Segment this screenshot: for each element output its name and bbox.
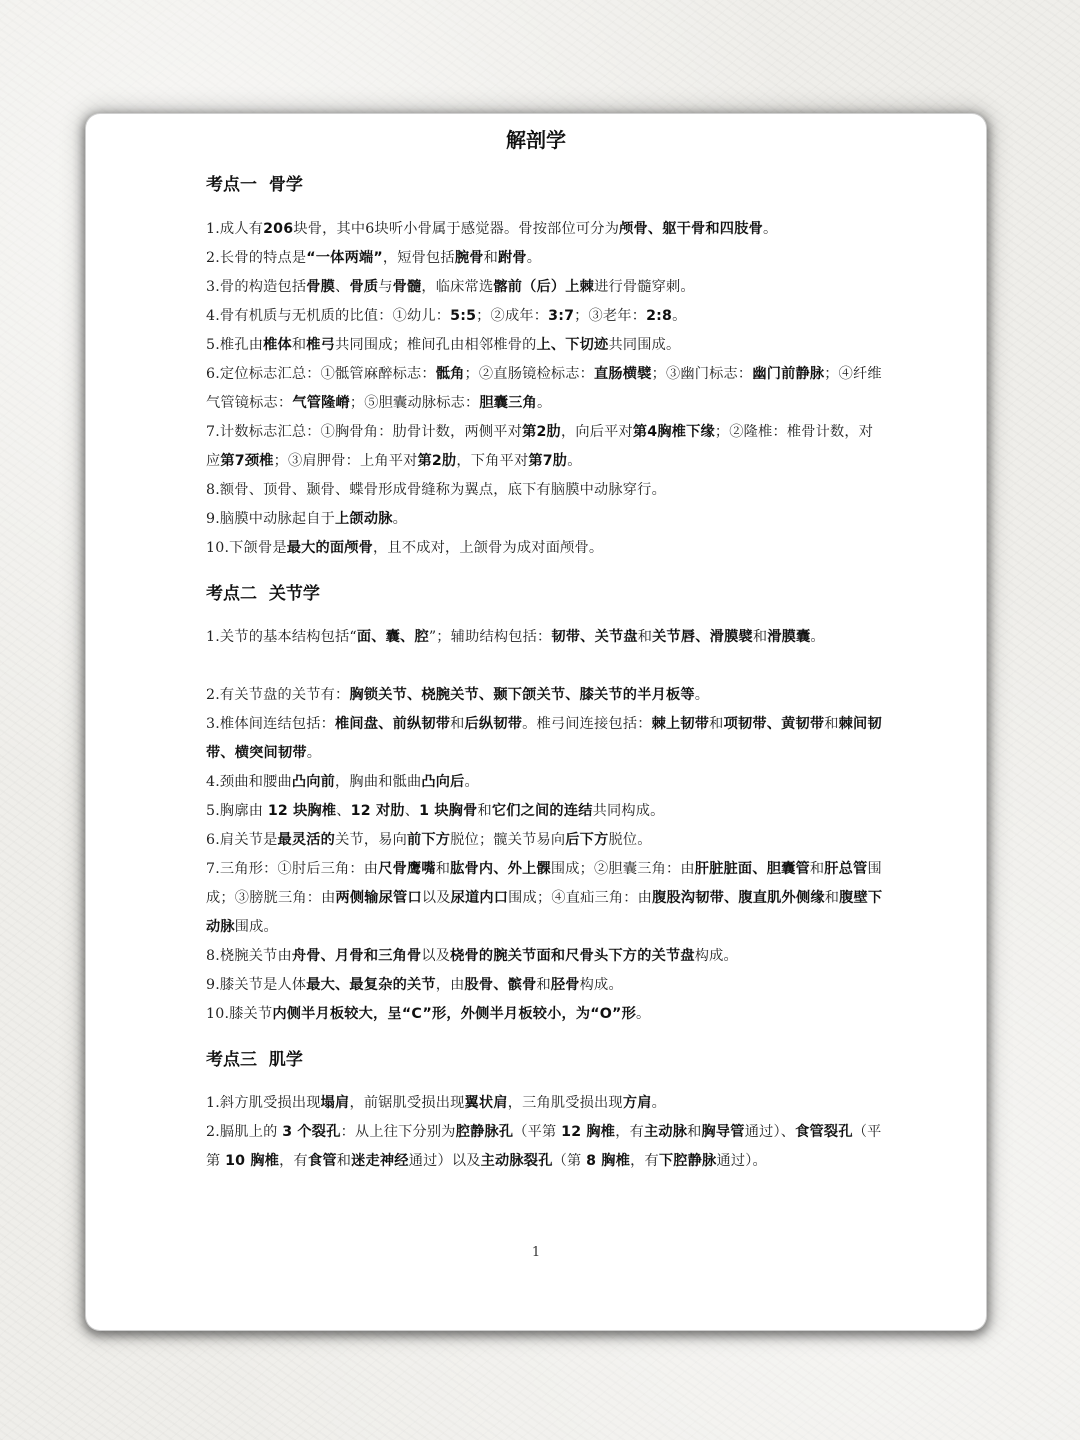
- text-run: ；③幽门标志：: [651, 366, 753, 382]
- text-run: ，有: [630, 1153, 659, 1169]
- bold-term: 3:7: [548, 308, 575, 324]
- bold-term: 气管隆嵴: [292, 395, 350, 411]
- text-run: 围成；②胆囊三角：由: [550, 861, 695, 877]
- list-item: [206, 942, 886, 971]
- text-run: 和: [536, 977, 551, 993]
- bold-term: 上颌动脉: [335, 511, 393, 527]
- bold-term: 腹股沟韧带、腹直肌外侧缘: [652, 890, 825, 906]
- bold-term: 206: [263, 221, 294, 237]
- bold-term: 10 胸椎: [225, 1153, 280, 1169]
- list-item: [206, 302, 886, 331]
- bold-term: 8 胸椎: [586, 1153, 631, 1169]
- section-heading-joints: 考点二 关节学: [206, 584, 320, 604]
- text-run: ，下角平对: [456, 453, 529, 469]
- bold-term: 1 块胸骨: [419, 803, 478, 819]
- list-item: [206, 1089, 886, 1118]
- text-run: ，有: [279, 1153, 308, 1169]
- text-run: 和: [435, 861, 451, 877]
- bold-term: 椎体: [263, 337, 292, 353]
- list-item: [206, 855, 886, 942]
- text-run: 。: [672, 308, 687, 324]
- bold-term: 两侧输尿管口: [335, 890, 422, 906]
- text-run: ，前锯肌受损出现: [349, 1095, 465, 1111]
- text-run: 、: [336, 803, 351, 819]
- text-run: ；②直肠镜检标志：: [464, 366, 595, 382]
- text-run: 1.斜方肌受损出现: [206, 1095, 321, 1111]
- text-run: ；③老年：: [574, 308, 647, 324]
- bold-term: 迷走神经: [351, 1153, 409, 1169]
- text-run: 通过）、: [744, 1124, 796, 1140]
- list-item: [206, 710, 886, 768]
- text-run: 4.颈曲和腰曲: [206, 774, 292, 790]
- text-run: 和: [809, 861, 825, 877]
- text-run: ；③肩胛骨：上角平对: [273, 453, 418, 469]
- text-run: 围成；④直疝三角：由: [508, 890, 653, 906]
- list-item: [206, 331, 886, 360]
- text-run: 共同围成。: [608, 337, 681, 353]
- text-run: 10.膝关节: [206, 1006, 273, 1022]
- bold-term: 胸锁关节、桡腕关节、颞下颌关节、膝关节的半月板等: [349, 687, 695, 703]
- text-run: 5.胸廓由: [206, 803, 268, 819]
- text-run: 和: [483, 250, 498, 266]
- text-run: 脱位。: [608, 832, 652, 848]
- text-run: 9.脑膜中动脉起自于: [206, 511, 336, 527]
- text-run: 和: [637, 629, 653, 645]
- section-heading-muscles: 考点三 肌学: [206, 1050, 303, 1070]
- list-item: [206, 360, 886, 418]
- text-run: 。: [536, 395, 552, 411]
- text-run: 3.骨的构造包括: [206, 279, 307, 295]
- text-run: 和: [450, 716, 465, 732]
- text-run: 与: [378, 279, 393, 295]
- text-run: ；②成年：: [476, 308, 549, 324]
- bold-term: 骨质: [349, 279, 379, 295]
- text-run: 共同围成；椎间孔由相邻椎骨的: [335, 337, 537, 353]
- bold-term: 塌肩: [320, 1095, 350, 1111]
- text-run: ；⑤胆囊动脉标志：: [349, 395, 480, 411]
- bold-term: 翼状肩: [464, 1095, 508, 1111]
- bold-term: 前下方: [407, 832, 451, 848]
- bold-term: 腕骨: [454, 250, 484, 266]
- bold-term: 最灵活的: [277, 832, 336, 848]
- text-run: 。: [651, 1095, 666, 1111]
- text-run: 以及: [421, 948, 451, 964]
- text-run: ，向后平对: [560, 424, 633, 440]
- bold-term: 棘上韧带: [651, 716, 710, 732]
- bold-term: 颅骨、躯干骨和四肢骨: [619, 221, 763, 237]
- text-run: 3.椎体间连结包括：: [206, 716, 336, 732]
- bold-term: 最大、最复杂的关节: [306, 977, 436, 993]
- bold-term: 尿道内口: [450, 890, 509, 906]
- bold-term: 胸导管: [701, 1124, 745, 1140]
- bold-term: 骨膜: [306, 279, 336, 295]
- text-run: 。: [694, 687, 710, 703]
- bold-term: 骨髓: [392, 279, 422, 295]
- bold-term: 腹壁下动脉: [206, 890, 883, 935]
- bold-term: 尺骨鹰嘴: [378, 861, 436, 877]
- text-run: 2.膈肌上的: [206, 1124, 283, 1140]
- text-run: 和: [477, 803, 492, 819]
- bold-term: 腔静脉孔: [455, 1124, 514, 1140]
- bold-term: 方肩: [622, 1095, 652, 1111]
- bold-term: 3 个裂孔: [282, 1124, 341, 1140]
- text-run: 6.肩关节是: [206, 832, 278, 848]
- text-run: 4.骨有机质与无机质的比值：①幼儿：: [206, 308, 451, 324]
- text-run: 和: [824, 716, 839, 732]
- list-item: [206, 534, 886, 563]
- text-run: （平第: [206, 1124, 882, 1169]
- text-run: ”；辅助结构包括：: [428, 629, 552, 645]
- text-run: 8.额骨、顶骨、颞骨、蝶骨形成骨缝称为翼点，底下有脑膜中动脉穿行。: [206, 482, 666, 498]
- text-run: ，临床常选: [421, 279, 494, 295]
- text-run: 6.定位标志汇总：①骶管麻醉标志：: [206, 366, 436, 382]
- document-page: [86, 114, 986, 1330]
- bold-term: 内侧半月板较大，呈“C”形，外侧半月板较小，为“O”形: [272, 1006, 636, 1022]
- bold-term: 最大的面颅骨: [286, 540, 374, 556]
- bold-term: 第7颈椎: [220, 453, 274, 469]
- list-item: [206, 797, 886, 826]
- bold-term: 主动脉: [643, 1124, 688, 1140]
- text-run: 以及: [421, 890, 451, 906]
- bold-term: 食管: [307, 1153, 337, 1169]
- bold-term: 桡骨的腕关节面和尺骨头下方的关节盘: [450, 948, 695, 964]
- list-item: [206, 768, 886, 797]
- text-run: 。: [810, 629, 825, 645]
- list-item: [206, 244, 886, 273]
- bold-term: 髂前（后）上棘: [493, 279, 595, 295]
- list-item: [206, 971, 886, 1000]
- text-run: 通过）。: [716, 1153, 767, 1169]
- text-run: 。: [464, 774, 479, 790]
- bold-term: 幽门前静脉: [752, 366, 825, 382]
- bold-term: 凸向前: [291, 774, 336, 790]
- text-run: 、: [404, 803, 420, 819]
- bold-term: 肝脏脏面、胆囊管: [694, 861, 810, 877]
- bold-term: 胆囊三角: [479, 395, 537, 411]
- list-item: [206, 505, 886, 534]
- page-number: 1: [531, 1245, 541, 1260]
- bold-term: 2:8: [646, 308, 673, 324]
- text-run: 和: [336, 1153, 352, 1169]
- text-run: ，短骨包括: [382, 250, 455, 266]
- text-run: 脱位；髋关节易向: [450, 832, 566, 848]
- text-run: 。: [635, 1006, 651, 1022]
- text-run: 。: [567, 453, 582, 469]
- list-item: [206, 476, 886, 505]
- bold-term: 股骨、髌骨: [464, 977, 537, 993]
- text-run: 8.桡腕关节由: [206, 948, 292, 964]
- text-run: 。: [526, 250, 542, 266]
- list-item: [206, 1118, 886, 1176]
- bold-term: 面、囊、腔: [356, 629, 429, 645]
- bold-term: 肱骨内、外上髁: [450, 861, 551, 877]
- text-run: 关节，易向: [335, 832, 408, 848]
- bold-term: 12 块胸椎: [267, 803, 337, 819]
- bold-term: 第2肋: [417, 453, 457, 469]
- text-run: ，胸曲和骶曲: [335, 774, 422, 790]
- bold-term: 关节唇、滑膜襞: [652, 629, 753, 645]
- list-item: [206, 273, 886, 302]
- text-run: 围成；③膀胱三角：由: [206, 861, 882, 906]
- bold-term: 下腔静脉: [658, 1153, 717, 1169]
- bold-term: 后下方: [565, 832, 609, 848]
- bold-term: 棘间韧带、横突间韧带: [206, 716, 882, 761]
- text-run: 2.有关节盘的关节有：: [206, 687, 350, 703]
- bold-term: 食管裂孔: [795, 1124, 853, 1140]
- bold-term: 上、下切迹: [536, 337, 609, 353]
- bold-term: 后纵韧带: [464, 716, 523, 732]
- bold-term: 滑膜囊: [767, 629, 811, 645]
- text-run: ，且不成对，上颌骨为成对面颅骨。: [373, 540, 604, 556]
- bold-term: 主动脉裂孔: [480, 1153, 553, 1169]
- bold-term: 肝总管: [824, 861, 868, 877]
- text-run: 共同构成。: [592, 803, 665, 819]
- text-run: （平第: [513, 1124, 562, 1140]
- text-run: ，有: [615, 1124, 644, 1140]
- bold-term: 舟骨、月骨和三角骨: [291, 948, 422, 964]
- text-run: ：从上往下分别为: [340, 1124, 456, 1140]
- bold-term: 韧带、关节盘: [551, 629, 638, 645]
- text-run: 7.三角形：①肘后三角：由: [206, 861, 379, 877]
- bold-term: 项韧带、黄韧带: [723, 716, 825, 732]
- text-run: 和: [709, 716, 724, 732]
- text-run: 。: [306, 745, 322, 761]
- text-run: ；②隆椎：椎骨计数，对应: [206, 424, 874, 469]
- bold-term: 12 对肋: [350, 803, 405, 819]
- text-run: 构成。: [579, 977, 623, 993]
- text-run: 2.长骨的特点是: [206, 250, 307, 266]
- bold-term: 跗骨: [498, 250, 527, 266]
- bold-term: 直肠横襞: [594, 366, 652, 382]
- section-heading-bones: 考点一 骨学: [206, 175, 303, 195]
- bold-term: 第2肋: [522, 424, 561, 440]
- page-title: 解剖学: [506, 128, 566, 152]
- list-item: [206, 623, 886, 652]
- bold-term: 凸向后: [421, 774, 465, 790]
- bold-term: 12 胸椎: [561, 1124, 616, 1140]
- text-run: 。: [392, 511, 407, 527]
- text-run: 和: [824, 890, 840, 906]
- text-run: ，由: [435, 977, 465, 993]
- bold-term: 第4胸椎下缘: [632, 424, 715, 440]
- text-run: ，三角肌受损出现: [507, 1095, 623, 1111]
- list-item: [206, 681, 886, 710]
- text-run: 1.关节的基本结构包括“: [206, 629, 357, 645]
- bold-term: 骶角: [435, 366, 465, 382]
- text-run: 。: [762, 221, 778, 237]
- text-run: 10.下颌骨是: [206, 540, 287, 556]
- text-run: 。椎弓间连接包括：: [522, 716, 652, 732]
- bold-term: 第7肋: [528, 453, 568, 469]
- text-run: 和: [752, 629, 768, 645]
- bold-term: 它们之间的连结: [491, 803, 593, 819]
- text-run: 围成。: [234, 919, 278, 935]
- text-run: 进行骨髓穿刺。: [594, 279, 695, 295]
- text-run: 通过）以及: [408, 1153, 481, 1169]
- bold-term: “一体两端”: [306, 250, 383, 266]
- bold-term: 椎弓: [306, 337, 336, 353]
- text-run: 、: [335, 279, 350, 295]
- text-run: 构成。: [694, 948, 738, 964]
- text-run: 9.膝关节是人体: [206, 977, 307, 993]
- text-run: 块骨，其中6块听小骨属于感觉器。骨按部位可分为: [293, 221, 620, 237]
- bold-term: 胫骨: [550, 977, 580, 993]
- text-run: 1.成人有: [206, 221, 264, 237]
- text-run: 和: [291, 337, 307, 353]
- list-item: [206, 1000, 886, 1029]
- bold-term: 椎间盘、前纵韧带: [335, 716, 451, 732]
- text-run: 和: [687, 1124, 702, 1140]
- bold-term: 5:5: [450, 308, 477, 324]
- list-item: [206, 418, 886, 476]
- list-item: [206, 215, 886, 244]
- text-run: 7.计数标志汇总：①胸骨角：肋骨计数，两侧平对: [206, 424, 523, 440]
- text-run: 5.椎孔由: [206, 337, 264, 353]
- list-item: [206, 826, 886, 855]
- text-run: ；④纤维气管镜标志：: [206, 366, 882, 411]
- text-run: （第: [552, 1153, 587, 1169]
